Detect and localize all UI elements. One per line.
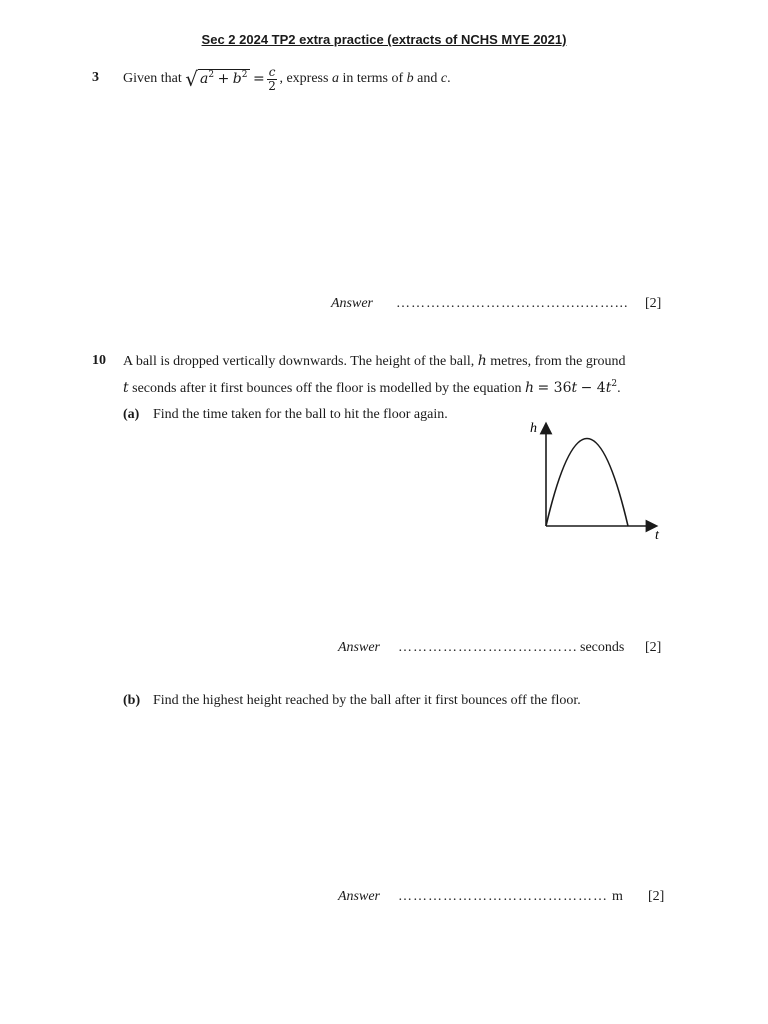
q10-line1-end: metres, from the ground <box>490 354 626 369</box>
page-title: Sec 2 2024 TP2 extra practice (extracts of NCHS MYE 2021) <box>201 32 567 47</box>
q3-suffix-1: , express <box>279 71 329 86</box>
q3-prefix: Given that <box>123 71 182 86</box>
plus-sign: + <box>217 71 230 87</box>
part-b-answer-label: Answer <box>338 889 380 904</box>
exp-a: 2 <box>208 70 215 80</box>
fraction-denominator: 2 <box>268 78 276 93</box>
q3-marks: [2] <box>645 296 662 311</box>
q3-var-c: c <box>440 71 448 86</box>
q10-line1-text: A ball is dropped vertically downwards. The height of the ball, <box>123 354 475 369</box>
q3-var-b: b <box>406 71 414 86</box>
part-b-unit: m <box>612 889 623 904</box>
q3-var-a: a <box>331 71 339 86</box>
part-a-text: Find the time taken for the ball to hit the floor again. <box>153 407 448 422</box>
part-b-answer-line[interactable]: …………………………………… <box>398 889 608 904</box>
q10-line2-var-t: t <box>123 380 129 396</box>
part-a-unit: seconds <box>580 640 625 655</box>
eq-var-h: h <box>524 380 534 396</box>
part-a-marks: [2] <box>645 640 662 655</box>
eq-exponent: 2 <box>611 379 618 389</box>
q3-answer-label: Answer <box>331 296 373 311</box>
part-a-label: (a) <box>123 407 140 422</box>
sqrt-var-b: b <box>232 71 242 87</box>
eq-end: . <box>617 381 621 396</box>
eq-minus-4: − 4 <box>580 380 606 396</box>
height-time-graph <box>520 415 670 545</box>
sqrt-var-a: a <box>199 71 209 87</box>
eq-var-t: t <box>571 380 578 396</box>
part-a-answer-line[interactable]: ……………………………… <box>398 640 578 655</box>
q10-line-1 <box>123 353 626 370</box>
question-3-number: 3 <box>92 70 99 85</box>
fraction-c-over-2 <box>267 66 278 93</box>
question-10-number: 10 <box>92 353 106 368</box>
q3-suffix-2: in terms of <box>342 71 404 86</box>
part-b-marks: [2] <box>648 889 665 904</box>
fraction-numerator: c <box>268 64 276 79</box>
part-b-text: Find the highest height reached by the ball after it first bounces off the floor. <box>153 693 581 708</box>
eq-equals-36: = 36 <box>537 380 572 396</box>
radical-sign-icon: √ <box>185 67 198 91</box>
part-a-answer-label: Answer <box>338 640 380 655</box>
equals-sign: = <box>253 71 265 87</box>
q10-line-2 <box>123 380 621 397</box>
exp-b: 2 <box>241 70 248 80</box>
graph-x-label: t <box>655 528 659 543</box>
part-b-label: (b) <box>123 693 141 708</box>
q10-line2-text: seconds after it first bounces off the floor is modelled by the equation <box>132 381 522 396</box>
graph-y-label: h <box>530 421 537 436</box>
sqrt-expression <box>185 69 249 89</box>
parabola-curve <box>546 439 628 527</box>
q3-answer-line[interactable]: ………………………………..……... <box>396 296 629 311</box>
question-3-text <box>123 62 451 96</box>
q3-suffix-3: and <box>417 71 438 86</box>
q10-line1-var-h: h <box>477 353 487 369</box>
q3-suffix-4: . <box>447 71 451 86</box>
eq-var-t2: t <box>605 380 612 396</box>
